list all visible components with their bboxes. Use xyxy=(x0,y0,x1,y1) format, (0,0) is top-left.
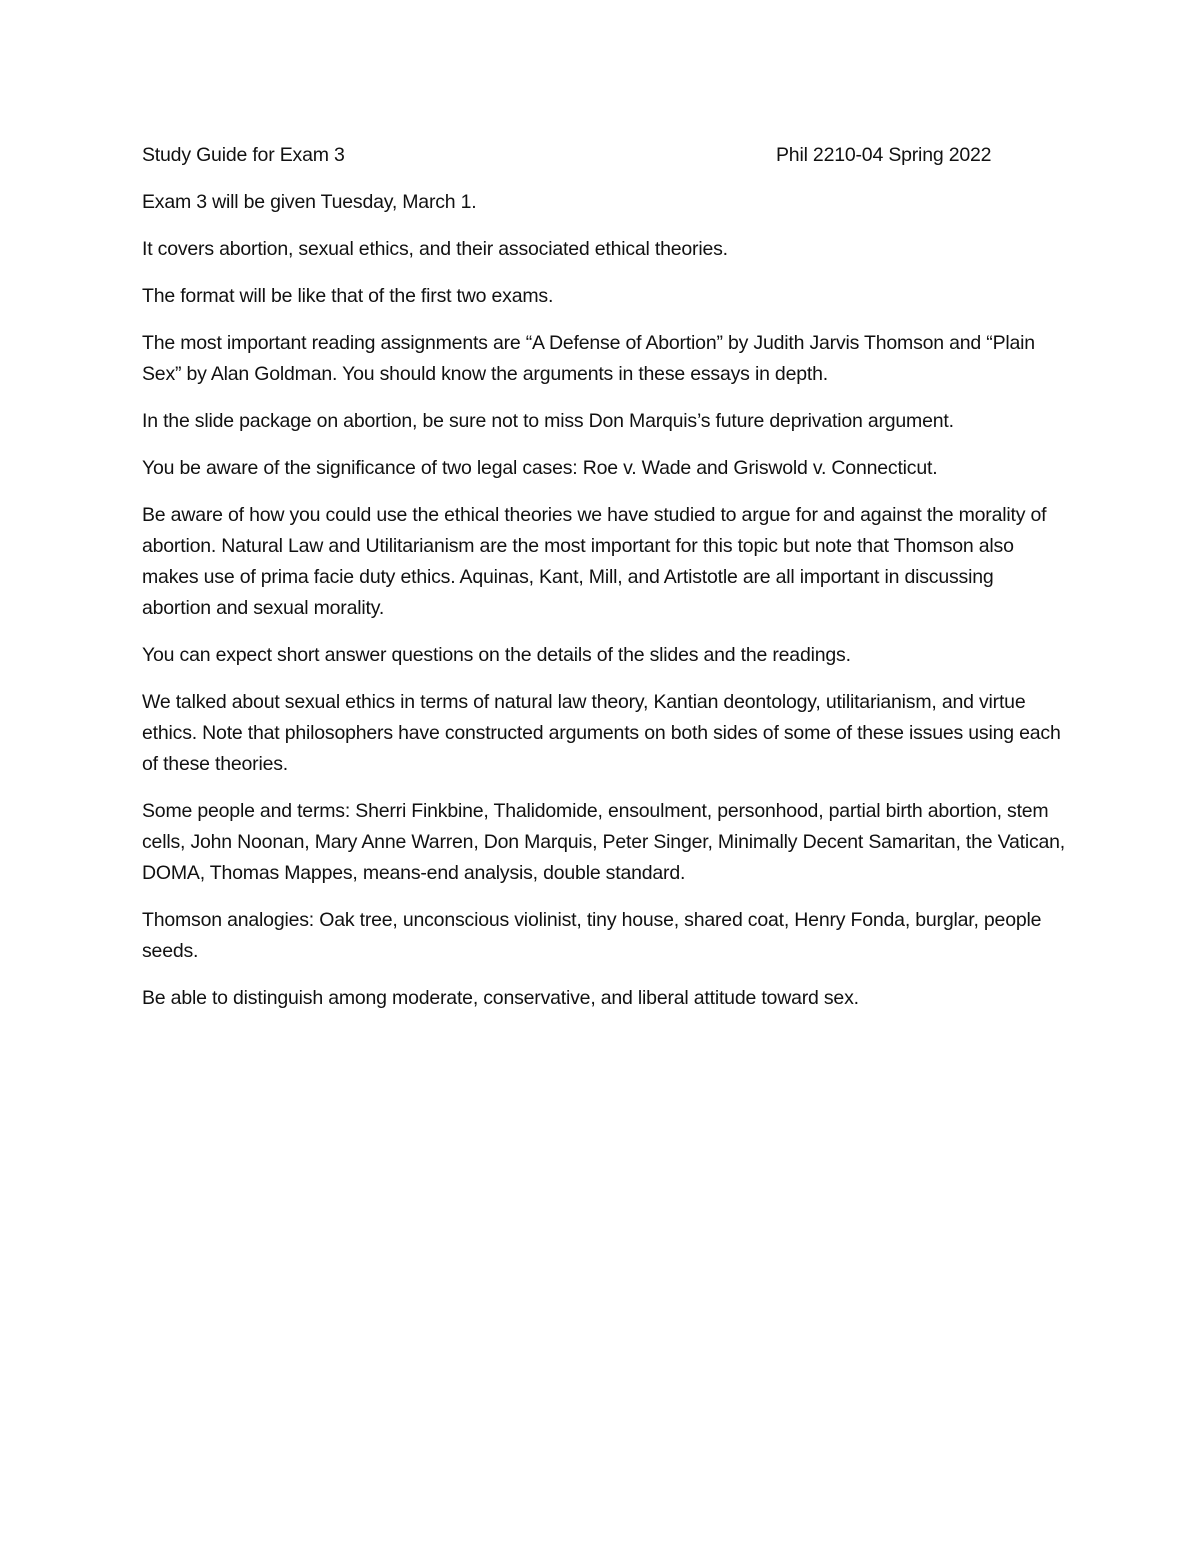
paragraph-short-answer: You can expect short answer questions on the details of the slides and the readings. xyxy=(142,644,851,666)
paragraph-legal-cases: You be aware of the significance of two legal cases: Roe v. Wade and Griswold v. Connecticut. xyxy=(142,457,938,479)
paragraph-coverage: It covers abortion, sexual ethics, and their associated ethical theories. xyxy=(142,238,728,260)
document-body xyxy=(142,140,1067,1030)
paragraph-people-terms: Some people and terms: Sherri Finkbine, Thalidomide, ensoulment, personhood, partial birth abortion, stem cells, John Noonan, Mary Anne Warren, Don Marquis, Peter Singer, Minimally Decent Samaritan, the Vatican, DOMA, Thomas Mappes, means-end analysis, double standard. xyxy=(142,800,1066,884)
course-info: Phil 2210-04 Spring 2022 xyxy=(776,144,992,166)
document-header xyxy=(142,140,1067,171)
document-title: Study Guide for Exam 3 xyxy=(142,144,345,166)
paragraph-thomson-analogies: Thomson analogies: Oak tree, unconscious violinist, tiny house, shared coat, Henry Fonda, burglar, people seeds. xyxy=(142,909,1042,962)
paragraph-sexual-ethics: We talked about sexual ethics in terms of natural law theory, Kantian deontology, utilitarianism, and virtue ethics. Note that philosophers have constructed arguments on both sides of some of these issues using each of these theories. xyxy=(142,691,1061,775)
paragraph-readings: The most important reading assignments are “A Defense of Abortion” by Judith Jarvis Thomson and “Plain Sex” by Alan Goldman. You should know the arguments in these essays in depth. xyxy=(142,332,1035,385)
paragraph-format: The format will be like that of the first two exams. xyxy=(142,285,554,307)
paragraph-ethical-theories: Be aware of how you could use the ethical theories we have studied to argue for and against the morality of abortion. Natural Law and Utilitarianism are the most important for this topic but note that Thomson also makes use of prima facie duty ethics. Aquinas, Kant, Mill, and Artistotle are all important in discussing abortion and sexual morality. xyxy=(142,504,1047,619)
paragraph-exam-date: Exam 3 will be given Tuesday, March 1. xyxy=(142,191,477,213)
paragraph-slide-package: In the slide package on abortion, be sure not to miss Don Marquis’s future deprivation argument. xyxy=(142,410,954,432)
paragraph-attitudes: Be able to distinguish among moderate, conservative, and liberal attitude toward sex. xyxy=(142,987,859,1009)
